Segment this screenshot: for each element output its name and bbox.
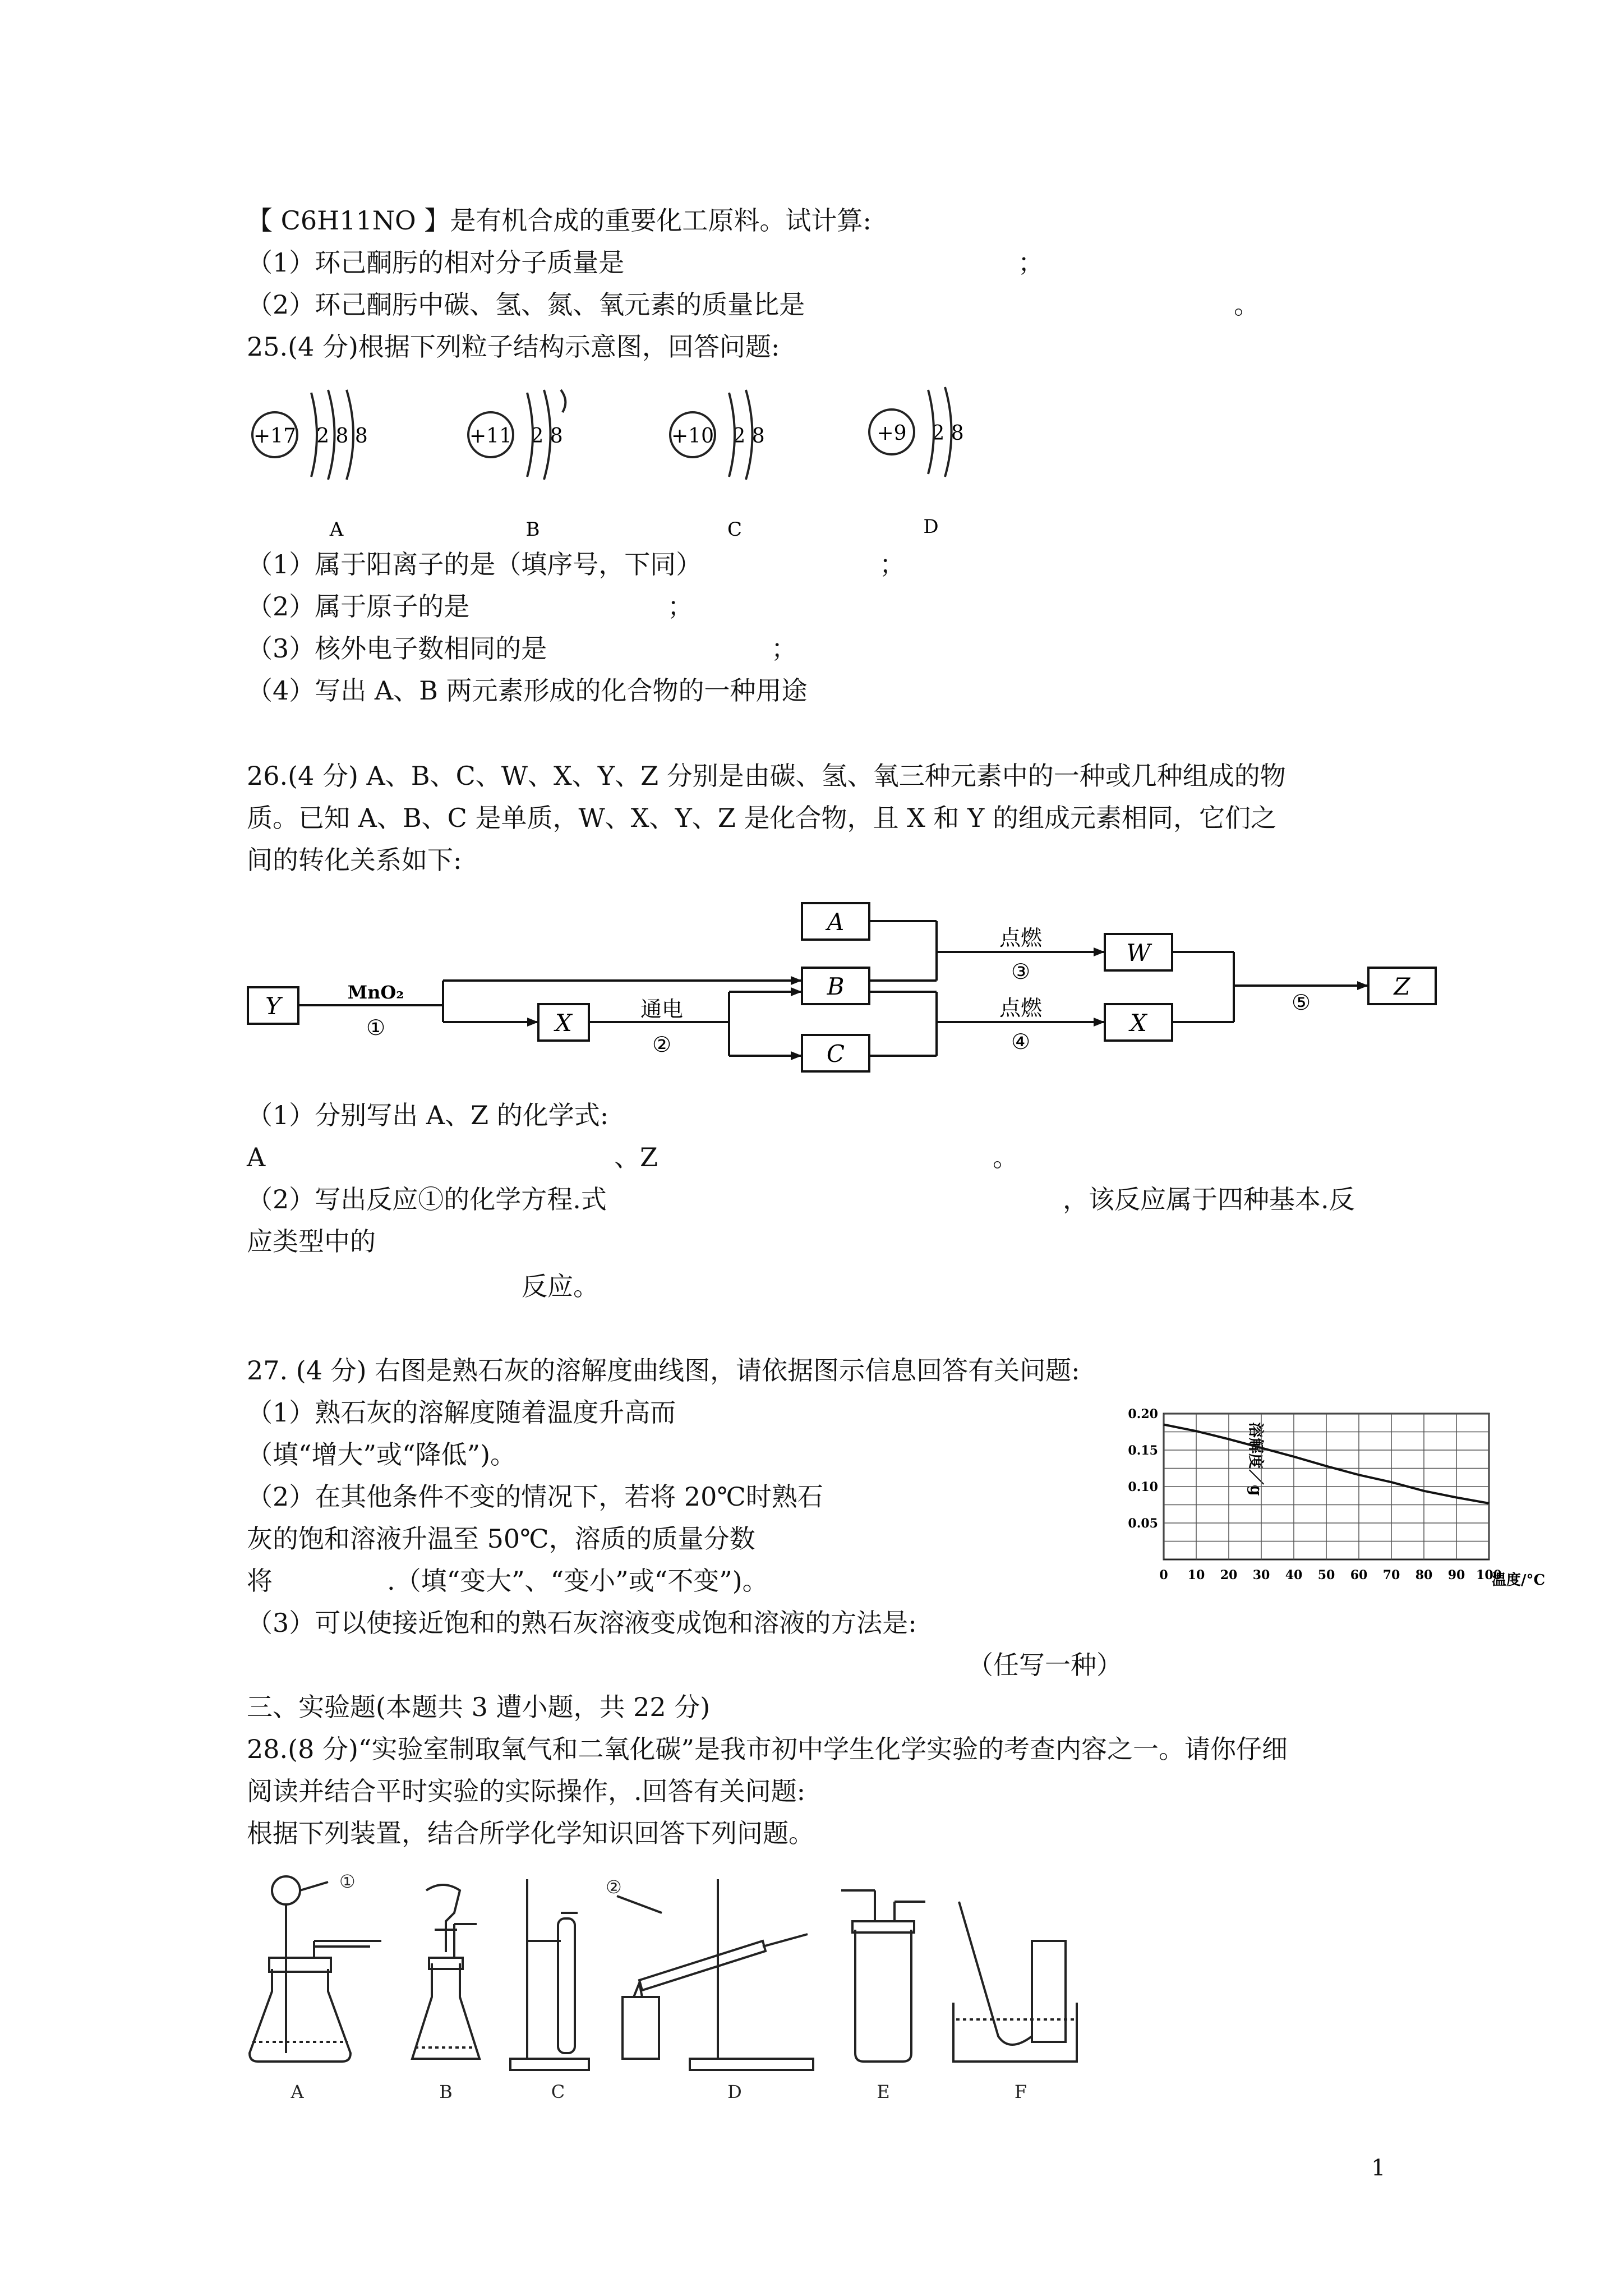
- chart-y-tick-label: 0.20: [1128, 1407, 1158, 1421]
- q26-part2-line2: 应类型中的: [247, 1226, 376, 1257]
- apparatus-label-d: D: [727, 2081, 742, 2102]
- box-b: B: [827, 973, 845, 1000]
- chart-x-tick-label: 90: [1447, 1568, 1465, 1582]
- q25-part1: （1）属于阳离子的是（填序号，下同）: [247, 549, 702, 579]
- chart-x-tick-label: 100: [1476, 1568, 1502, 1582]
- particle-d-label: D: [923, 516, 939, 538]
- box-y: Y: [265, 992, 281, 1020]
- q25-part2-end: ；: [667, 591, 693, 622]
- chart-y-tick-label: 0.15: [1128, 1443, 1158, 1458]
- apparatus-label-c: C: [551, 2081, 565, 2102]
- q27-title: 27. (4 分) 右图是熟石灰的溶解度曲线图，请依据图示信息回答有关问题:: [247, 1355, 1080, 1386]
- chart-y-tick-label: 0.10: [1128, 1480, 1158, 1494]
- reaction-1-condition: MnO₂: [347, 982, 404, 1003]
- chart-y-tick-label: 0.05: [1128, 1516, 1158, 1531]
- box-z: Z: [1394, 973, 1410, 1000]
- q24-part2: （2）环己酮肟中碳、氢、氮、氧元素的质量比是: [247, 289, 805, 320]
- apparatus-label-a: A: [291, 2081, 304, 2102]
- particle-a-label: A: [329, 518, 344, 541]
- q26-part1-end: 。: [993, 1142, 1018, 1172]
- particle-b: [468, 390, 565, 541]
- chart-x-tick-label: 10: [1187, 1568, 1205, 1582]
- apparatus-c: [510, 1879, 589, 2070]
- apparatus-e: [841, 1890, 925, 2062]
- reaction-4-condition: 点燃: [999, 996, 1043, 1020]
- q25-part2: （2）属于原子的是: [247, 591, 470, 622]
- apparatus-b: [412, 1885, 479, 2059]
- particle-c-shells: 2 8: [732, 425, 765, 448]
- chart-xlabel: 温度/°C: [1492, 1572, 1546, 1589]
- particle-c-nucleus: +10: [671, 425, 714, 448]
- reaction-4-number: ④: [1011, 1029, 1031, 1054]
- chart-ylabel: 溶解度／g: [1247, 1422, 1265, 1496]
- apparatus-label-e: E: [877, 2081, 890, 2102]
- q26-part1-z: 、Z: [614, 1142, 658, 1172]
- chart-x-tick-label: 20: [1220, 1568, 1238, 1582]
- apparatus-a: [250, 1871, 381, 2062]
- q27-line4: 灰的饱和溶液升温至 50℃，溶质的质量分数: [247, 1524, 755, 1554]
- chart-x-tick-label: 0: [1159, 1568, 1168, 1582]
- q24-part1-end: ；: [1018, 247, 1044, 278]
- apparatus-f: [953, 1902, 1077, 2062]
- q26-line1: 26.(4 分) A、B、C、W、X、Y、Z 分别是由碳、氢、氧三种元素中的一种或几种组成的物: [247, 761, 1286, 791]
- chart-x-tick-label: 70: [1382, 1568, 1400, 1582]
- reaction-2-condition: 通电: [640, 997, 684, 1022]
- q28-line2: 阅读并结合平时实验的实际操作，.回答有关问题:: [247, 1776, 806, 1806]
- particle-a-nucleus: +17: [253, 425, 296, 448]
- conversion-diagram: [247, 892, 1436, 1094]
- q26-part1-a: A: [247, 1142, 266, 1172]
- box-a: A: [827, 908, 845, 936]
- page-number: 1: [1371, 2155, 1386, 2181]
- q24-part2-end: 。: [1234, 289, 1260, 320]
- q27-line7: （任写一种）: [967, 1650, 1122, 1680]
- particle-d: [869, 387, 964, 538]
- reaction-2-number: ②: [652, 1032, 672, 1057]
- particle-a: [252, 390, 368, 541]
- particle-c: [670, 390, 765, 541]
- box-c: C: [826, 1040, 845, 1068]
- q26-part2: （2）写出反应①的化学方程.式: [247, 1184, 607, 1214]
- apparatus-label-b: B: [439, 2081, 453, 2102]
- q25-part1-end: ；: [879, 549, 905, 579]
- reaction-3-condition: 点燃: [999, 926, 1043, 950]
- apparatus-d: [606, 1876, 813, 2070]
- chart-x-tick-label: 80: [1415, 1568, 1433, 1582]
- q26-part2-mid: ，该反应属于四种基本.反: [1063, 1184, 1355, 1214]
- q25-part3: （3）核外电子数相同的是: [247, 633, 547, 664]
- chart-x-tick-label: 60: [1350, 1568, 1368, 1582]
- particle-d-shells: 2 8: [932, 422, 964, 445]
- q28-line1: 28.(8 分)“实验室制取氧气和二氧化碳”是我市初中学生化学实验的考查内容之一。请你仔细: [247, 1734, 1288, 1764]
- particle-b-label: B: [525, 518, 540, 541]
- box-w: W: [1126, 939, 1151, 967]
- solubility-chart: [1082, 1402, 1546, 1604]
- lab-apparatus: [247, 1868, 1099, 2115]
- reaction-1-number: ①: [366, 1015, 386, 1040]
- particle-b-nucleus: +11: [469, 425, 512, 448]
- q24-intro: 【 C6H11NO 】是有机合成的重要化工原料。试计算:: [247, 205, 872, 236]
- q27-line1: （1）熟石灰的溶解度随着温度升高而: [247, 1397, 676, 1428]
- q26-part2-line3: 反应。: [522, 1271, 599, 1301]
- q27-line2: （填“增大”或“降低”)。: [247, 1439, 517, 1470]
- chart-x-tick-label: 30: [1252, 1568, 1270, 1582]
- particle-d-nucleus: +9: [877, 422, 907, 445]
- q26-part1: （1）分别写出 A、Z 的化学式:: [247, 1100, 609, 1130]
- chart-y-ticks: [1128, 1407, 1158, 1531]
- q28-line3: 根据下列装置，结合所学化学知识回答下列问题。: [247, 1818, 814, 1848]
- reaction-5-number: ⑤: [1291, 990, 1311, 1015]
- q25-part4: （4）写出 A、B 两元素形成的化合物的一种用途: [247, 675, 808, 706]
- chart-x-tick-label: 40: [1285, 1568, 1303, 1582]
- apparatus-marker-1: ①: [339, 1871, 356, 1892]
- particle-diagrams: [236, 370, 1077, 539]
- q27-line5a: 将: [247, 1566, 273, 1596]
- apparatus-label-f: F: [1014, 2081, 1027, 2102]
- q26-line2: 质。已知 A、B、C 是单质，W、X、Y、Z 是化合物，且 X 和 Y 的组成元素相同，它们之: [247, 803, 1277, 833]
- box-x2: X: [1130, 1009, 1147, 1037]
- chart-x-ticks: [1159, 1568, 1502, 1582]
- box-x1: X: [555, 1009, 572, 1037]
- q27-line5b: .（填“变大”、“变小”或“不变”)。: [387, 1566, 768, 1596]
- particle-c-label: C: [727, 518, 743, 541]
- chart-x-tick-label: 50: [1317, 1568, 1335, 1582]
- q25-title: 25.(4 分)根据下列粒子结构示意图，回答问题:: [247, 332, 780, 362]
- particle-b-shells: 2 8: [531, 425, 563, 448]
- reaction-3-number: ③: [1011, 959, 1031, 984]
- q27-line6: （3）可以使接近饱和的熟石灰溶液变成饱和溶液的方法是:: [247, 1608, 917, 1638]
- q25-part3-end: ；: [771, 633, 797, 664]
- particle-a-shells: 2 8 8: [316, 425, 368, 448]
- q26-line3: 间的转化关系如下:: [247, 845, 462, 875]
- section3-title: 三、实验题(本题共 3 遭小题，共 22 分): [247, 1692, 711, 1722]
- q24-part1: （1）环己酮肟的相对分子质量是: [247, 247, 625, 278]
- q27-line3: （2）在其他条件不变的情况下，若将 20℃时熟石: [247, 1481, 823, 1512]
- apparatus-marker-2: ②: [606, 1876, 622, 1898]
